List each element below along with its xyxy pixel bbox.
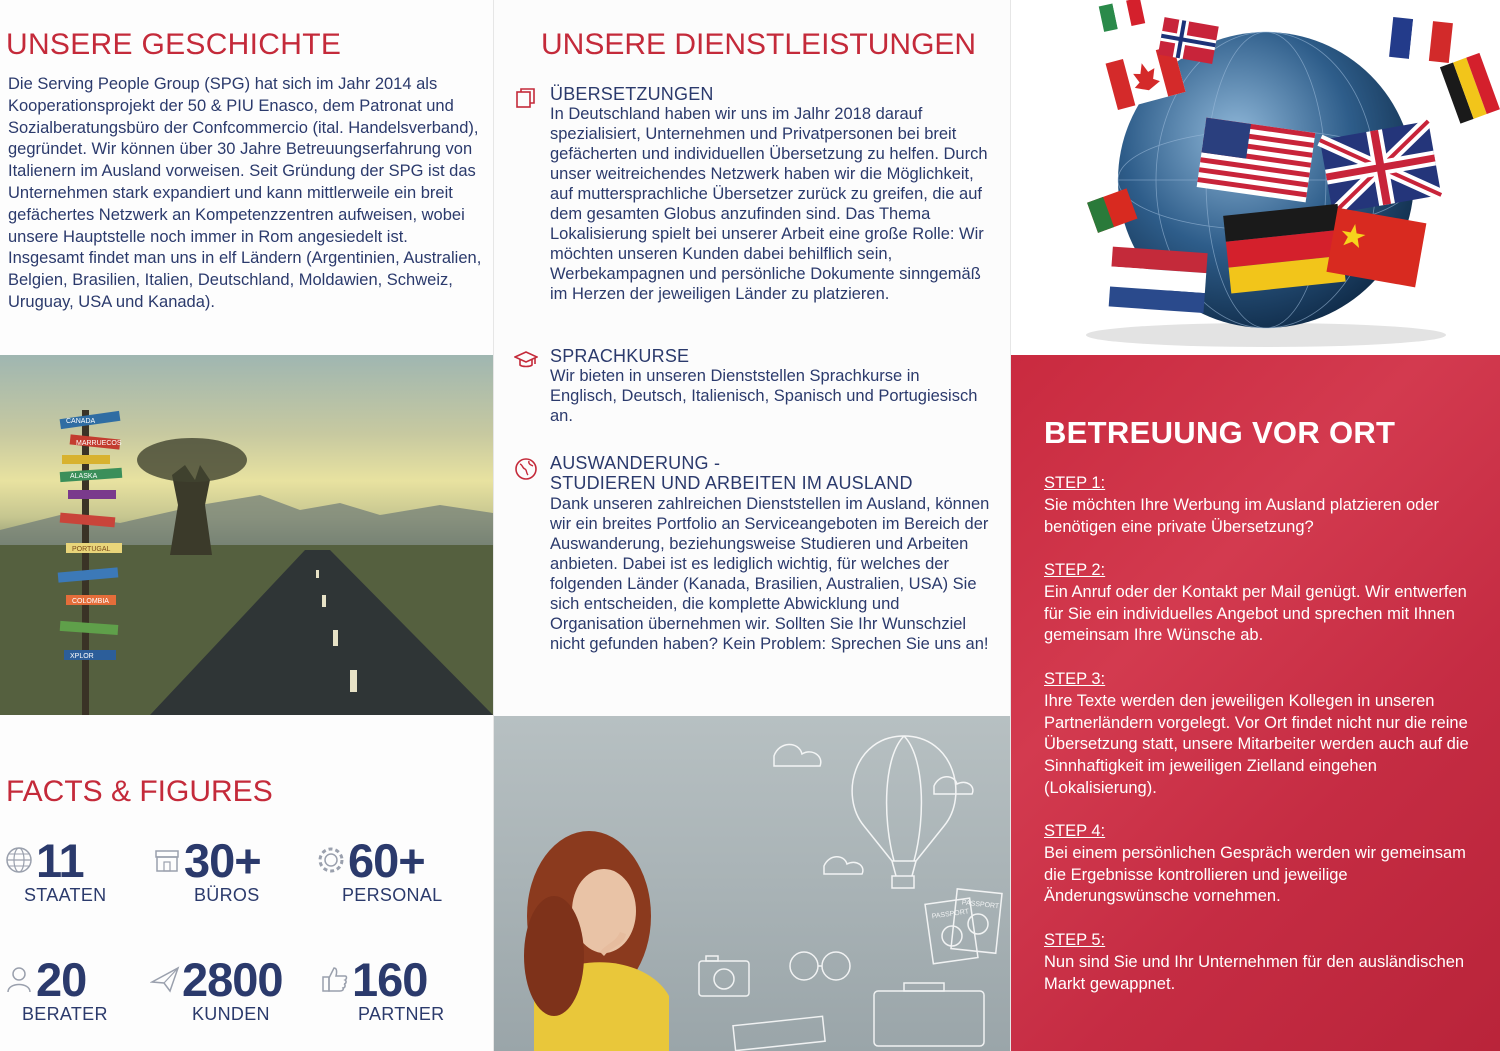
fact-label: BÜROS bbox=[194, 885, 260, 905]
fact-label: STAATEN bbox=[24, 885, 107, 905]
step-5 bbox=[1044, 930, 1484, 995]
story-text: Die Serving People Group (SPG) hat sich im Jahr 2014 als Kooperationsprojekt der 50 & PIU Enasco, dem Patronat und Sozialberatungsbüro der Confcommercio (ital. Handelsverband), gegründet. Wir können über 30 Jahre Betreuungserfahrung von Italienern im Ausland vorweisen. Seit Gründung der SPG ist das Unternehmen stark expandiert und kann mittlerweile ein breit gefächertes Netzwerk an Kompetenzzentren aufweisen, wobei unsere Hauptstelle noch immer in Rom angesiedelt ist. Insgesamt findet man uns in elf Ländern (Argentinien, Australien, Belgien, Brasilien, Italien, Deutschland, Moldawien, Schweiz, Uruguay, USA und Kanada). bbox=[8, 75, 482, 311]
care-section bbox=[1011, 355, 1500, 1051]
panel-left bbox=[0, 0, 493, 1051]
fact-berater bbox=[4, 952, 154, 1032]
service-text: Dank unseren zahlreichen Dienststellen im Ausland, können wir ein breites Portfolio an Serviceangeboten im Bereich der Auswanderung, beziehungsweise Studieren und Arbeiten anbieten. Dabei ist es lediglich wichtig, für welches der folgenden Länder (Kanada, Brasilien, Australien, USA) Sie sich entscheiden, die komplette Abwicklung und Organisation übernehmen wir. Sollten Sie Ihr Wunschziel nicht gefunden haben? Kein Problem: Sprechen Sie uns an! bbox=[550, 495, 990, 653]
service-title bbox=[550, 453, 913, 493]
service-auswanderung bbox=[494, 453, 1011, 703]
sign-portugal: PORTUGAL bbox=[72, 546, 111, 553]
fact-staaten bbox=[4, 833, 154, 913]
fact-partner bbox=[320, 952, 470, 1032]
globe-icon bbox=[4, 845, 34, 875]
panel-middle bbox=[493, 0, 1010, 1051]
step-text: Ein Anruf oder der Kontakt per Mail genügt. Wir entwerfen für Sie ein individuelles Angebot und sprechen mit Ihnen gemeinsam Ihre Wünsche ab. bbox=[1044, 582, 1467, 645]
service-title-line2: STUDIEREN UND ARBEITEN IM AUSLAND bbox=[550, 473, 913, 493]
sign-canada: CANADA bbox=[66, 418, 96, 425]
service-text: Wir bieten in unseren Dienststellen Sprachkurse in Englisch, Deutsch, Italienisch, Spanisch und Portugiesisch an. bbox=[550, 367, 978, 425]
copy-icon bbox=[514, 86, 538, 110]
fact-label: PARTNER bbox=[358, 1004, 445, 1024]
service-uebersetzungen bbox=[494, 84, 1011, 324]
step-label: STEP 2: bbox=[1044, 561, 1106, 579]
step-1 bbox=[1044, 473, 1484, 538]
step-text: Nun sind Sie und Ihr Unternehmen für den ausländischen Markt gewappnet. bbox=[1044, 952, 1465, 993]
gear-icon bbox=[316, 845, 346, 875]
panel-right bbox=[1010, 0, 1500, 1051]
shop-icon bbox=[152, 845, 182, 875]
paper-plane-icon bbox=[150, 964, 180, 994]
story-title: UNSERE GESCHICHTE bbox=[6, 28, 342, 61]
care-title: BETREUUNG VOR ORT bbox=[1044, 415, 1396, 450]
thumbs-up-icon bbox=[320, 964, 350, 994]
step-label: STEP 4: bbox=[1044, 822, 1106, 840]
graduation-cap-icon bbox=[514, 348, 538, 372]
service-title: ÜBERSETZUNGEN bbox=[550, 84, 714, 104]
fact-number: 30+ bbox=[184, 834, 261, 887]
fact-number: 2800 bbox=[182, 953, 283, 1006]
fact-label: PERSONAL bbox=[342, 885, 443, 905]
step-label: STEP 5: bbox=[1044, 931, 1106, 949]
service-title-line1: AUSWANDERUNG - bbox=[550, 453, 721, 473]
service-text: In Deutschland haben wir uns im Jalhr 2018 darauf spezialisiert, Unternehmen und Privatpersonen bei breit gefächerten und individuellen Übersetzung zu helfen. Durch unser weitreichendes Netzwerk haben wir die Möglichkeit, auf muttersprachliche Übersetzer zurück zu greifen, die auf dem gesamten Globus anzufinden sind. Das Thema Lokalisierung spielt bei unserer Arbeit eine große Rolle: Wir möchten unseren Kunden dabei behilflich sein, Werbekampagnen und persönliche Dokumente sinngemäß im Herzen der jeweiligen Länder zu platzieren. bbox=[550, 105, 988, 303]
sign-colombia: COLOMBIA bbox=[72, 598, 109, 605]
step-4 bbox=[1044, 821, 1484, 908]
person-icon bbox=[4, 964, 34, 994]
fact-kunden bbox=[150, 952, 320, 1032]
services-title: UNSERE DIENSTLEISTUNGEN bbox=[541, 28, 977, 61]
passport-label: PASSPORT bbox=[961, 899, 1000, 911]
fact-personal bbox=[316, 833, 466, 913]
globe-flags-photo bbox=[1011, 0, 1500, 355]
road-signpost-photo bbox=[0, 355, 493, 715]
sign-marruecos: MARRUECOS bbox=[76, 440, 122, 447]
fact-number: 11 bbox=[36, 834, 84, 887]
service-title: SPRACHKURSE bbox=[550, 346, 690, 366]
step-text: Ihre Texte werden den jeweiligen Kollegen in unseren Partnerländern vorgelegt. Vor Ort findet nicht nur die reine Übersetzung statt, unsere Mitarbeiter werden auch auf die Sinnhaftigkeit im jeweiligen Zielland eingehen (Lokalisierung). bbox=[1044, 691, 1469, 797]
fact-label: BERATER bbox=[22, 1004, 108, 1024]
globe-outline-icon bbox=[514, 457, 538, 481]
step-text: Sie möchten Ihre Werbung im Ausland platzieren oder benötigen eine private Übersetzung? bbox=[1044, 495, 1440, 536]
service-sprachkurse bbox=[494, 346, 1011, 436]
step-2 bbox=[1044, 560, 1484, 647]
fact-number: 160 bbox=[352, 953, 428, 1006]
step-label: STEP 3: bbox=[1044, 670, 1106, 688]
fact-bueros bbox=[152, 833, 302, 913]
fact-label: KUNDEN bbox=[192, 1004, 270, 1024]
sign-xplor: XPLOR bbox=[70, 653, 94, 660]
sign-alaska: ALASKA bbox=[70, 473, 98, 480]
woman-travel-sketch-photo bbox=[494, 716, 1011, 1051]
facts-title: FACTS & FIGURES bbox=[6, 775, 273, 808]
step-text: Bei einem persönlichen Gespräch werden wir gemeinsam die Ergebnisse kontrollieren und jeweilige Änderungswünsche vornehmen. bbox=[1044, 843, 1466, 906]
step-label: STEP 1: bbox=[1044, 474, 1106, 492]
fact-number: 60+ bbox=[348, 834, 425, 887]
fact-number: 20 bbox=[36, 953, 87, 1006]
passport-label: PASSPORT bbox=[931, 908, 970, 921]
step-3 bbox=[1044, 669, 1484, 800]
